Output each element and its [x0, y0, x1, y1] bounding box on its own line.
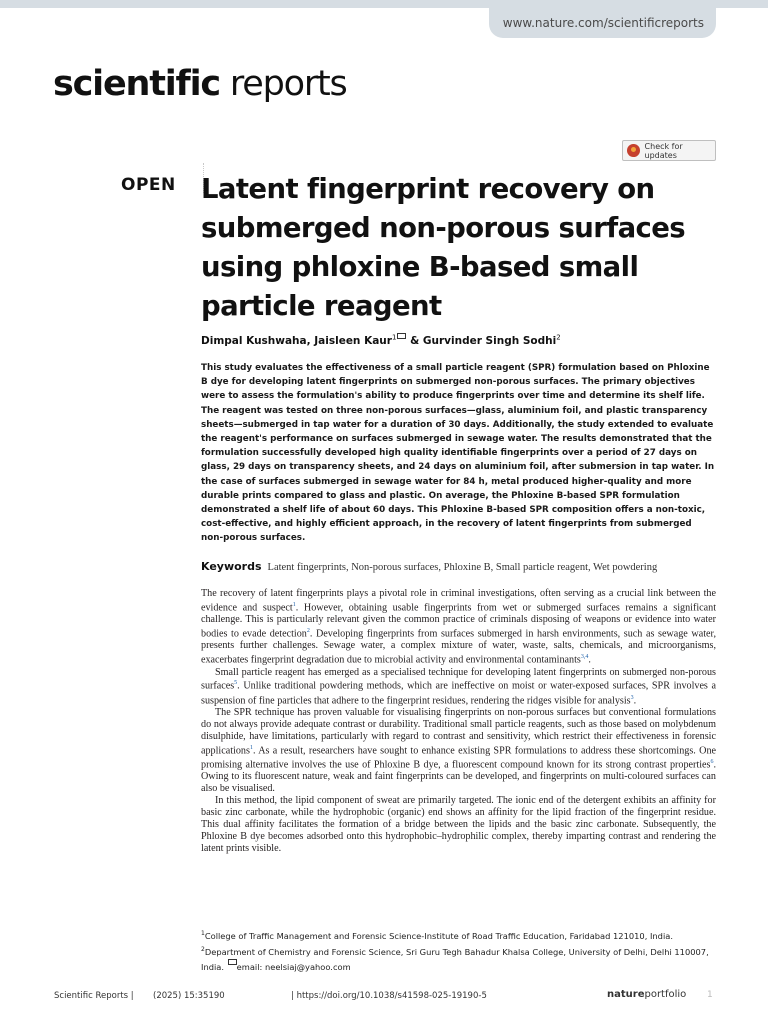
publisher-logo-light: portfolio	[644, 989, 687, 1000]
open-access-label: OPEN	[121, 175, 176, 195]
mail-icon	[228, 959, 237, 965]
journal-logo-bold: scientific	[53, 64, 220, 104]
paragraph-3	[201, 707, 716, 795]
paragraph-2	[201, 667, 716, 707]
affiliation-marker: 2	[201, 945, 205, 953]
top-bar-extension	[714, 0, 768, 8]
footer-doi-link[interactable]: | https://doi.org/10.1038/s41598-025-19190-5	[291, 991, 487, 1001]
author-affil-1: 1	[391, 333, 397, 342]
publisher-logo	[607, 989, 686, 1000]
corresponding-email[interactable]: email: neelsiaj@yahoo.com	[236, 961, 351, 972]
page-number: 1	[707, 990, 713, 1000]
paragraph-text: . As a result, researchers have sought to enhance existing SPR formulations to address these shortcomings. One promising alternative involves the use of Phloxine B dye, a fluorescent compound known for its strong contrast properties	[201, 745, 716, 771]
affiliation-2	[201, 943, 721, 974]
footer-journal: Scientific Reports |	[54, 991, 134, 1001]
paragraph-text: . However, obtaining usable fingerprints from wet or submerged surfaces remains a significant challenge. This is particularly relevant given the common practice of criminals disposing of weapons or evidence into water bodies to evade detection	[201, 602, 717, 640]
citation-link[interactable]: 2	[306, 628, 310, 635]
mail-icon[interactable]	[397, 333, 406, 339]
author-affil-2: 2	[556, 333, 561, 342]
paragraph-text: . Developing fingerprints from surfaces submerged in harsh environments, such as sewage water, presents further challenges. Sewage water, a complex mixture of water, waste, salts, chemicals, and microorganisms, exacerbates fingerprint degradation due to microbial activity and environmental contaminants	[201, 628, 717, 666]
body-text	[201, 588, 716, 855]
journal-logo-light: reports	[219, 64, 347, 104]
affiliations	[201, 927, 721, 974]
citation-link[interactable]: 5	[234, 680, 238, 687]
affiliation-1	[201, 927, 721, 943]
publisher-logo-bold: nature	[607, 989, 645, 1000]
citation-link[interactable]: 6	[710, 759, 714, 766]
paragraph-text: . Owing to its fluorescent nature, weak and faint fingerprints can be developed, and fingerprints on multi-coloured surfaces can also be visualised.	[201, 759, 716, 795]
paragraph-text: The SPR technique has proven valuable for visualising fingerprints on non-porous surfaces but conventional formulations do not always provide adequate contrast or durability. Traditional small particle reagents, such as those based on molybdenum disulphide, have limitations, particularly with regard to contrast and sensitivity, which restrict their effectiveness in forensic applications	[201, 707, 716, 757]
paragraph-text: .	[633, 695, 637, 707]
paragraph-1	[201, 588, 716, 667]
journal-url[interactable]: www.nature.com/scientificreports	[489, 8, 716, 38]
affiliation-text: College of Traffic Management and Forensic Science-Institute of Road Traffic Education, Faridabad 121010, India.	[204, 930, 673, 941]
paragraph-text: . Unlike traditional powdering methods, which are ineffective on moist or water-exposed surfaces, SPR involves a suspension of fine particles that adhere to the fingerprint residues, rendering the ridges visible for analysis	[201, 680, 716, 707]
paragraph-text: .	[588, 654, 591, 666]
keywords-heading: Keywords	[201, 560, 262, 573]
top-bar-strip	[0, 0, 768, 8]
affiliation-text: Department of Chemistry and Forensic Science, Sri Guru Tegh Bahadur Khalsa College, University of Delhi, Delhi 110007, India.	[201, 946, 709, 972]
author-list	[201, 333, 561, 347]
citation-link[interactable]: 1	[292, 601, 296, 608]
citation-link[interactable]: 3	[630, 694, 634, 701]
abstract: This study evaluates the effectiveness of a small particle reagent (SPR) formulation based on Phloxine B dye for developing latent fingerprints on submerged non-porous surfaces. The primary objectives were to assess the formulation's ability to produce fingerprints over time and determine its shelf life. The reagent was tested on three non-porous surfaces—glass, aluminium foil, and plastic transparency sheets—submerged in tap water for a duration of 30 days. Additionally, the study extended to evaluate the reagent's performance on surfaces submerged in sewage water. The results demonstrated that the formulation successfully developed high quality identifiable fingerprints over a period of 27 days on glass, 29 days on transparency sheets, and 24 days on aluminium foil, after submersion in tap water. In the case of surfaces submerged in sewage water for 84 h, metal produced higher-quality and more durable prints compared to glass and plastic. On average, the Phloxine B-based SPR formulation demonstrated a shelf life of about 60 days. This Phloxine B-based SPR composition offers a non-toxic, cost-effective, and highly efficient approach, in the recovery of latent fingerprints from submerged non-porous surfaces.	[201, 363, 715, 544]
keywords	[201, 560, 721, 573]
citation-link[interactable]: 3,4	[580, 654, 589, 661]
journal-logo[interactable]	[53, 64, 347, 104]
citation-link[interactable]: 1	[249, 744, 253, 751]
check-for-updates-label: Check for updates	[644, 141, 683, 160]
paragraph-text: The recovery of latent fingerprints plays a pivotal role in criminal investigations, often serving as a crucial link between the evidence and suspect	[201, 588, 716, 614]
footer-volume: (2025) 15:35190	[153, 991, 225, 1001]
top-bar	[0, 0, 768, 40]
author-names-1: Dimpal Kushwaha, Jaisleen Kaur	[201, 335, 392, 347]
keywords-list: Latent fingerprints, Non-porous surfaces, Phloxine B, Small particle reagent, Wet powdering	[267, 562, 658, 573]
paragraph-4: In this method, the lipid component of sweat are primarily targeted. The ionic end of the detergent exhibits an affinity for basic zinc carbonate, while the hydrophobic (organic) end shows an affinity for the lipid fraction of the fingerprint residue. This dual affinity facilitates the formation of a bridge between the lipids and the basic zinc carbonate. Subsequently, the Phloxine B dye becomes adsorbed onto this hydrophobic–hydrophilic complex, thereby imparting contrast and rendering the latent prints visible.	[201, 795, 716, 854]
paragraph-text: Small particle reagent has emerged as a specialised technique for developing latent fingerprints on submerged non-porous surfaces	[201, 666, 716, 692]
check-for-updates-button[interactable]	[622, 140, 716, 161]
affiliation-marker: 1	[201, 930, 205, 937]
author-names-2: & Gurvinder Singh Sodhi	[406, 335, 557, 347]
article-title: Latent fingerprint recovery on submerged non-porous surfaces using phloxine B-based small particle reagent	[201, 173, 686, 322]
crossmark-icon	[627, 144, 640, 157]
page-footer	[0, 985, 768, 1009]
